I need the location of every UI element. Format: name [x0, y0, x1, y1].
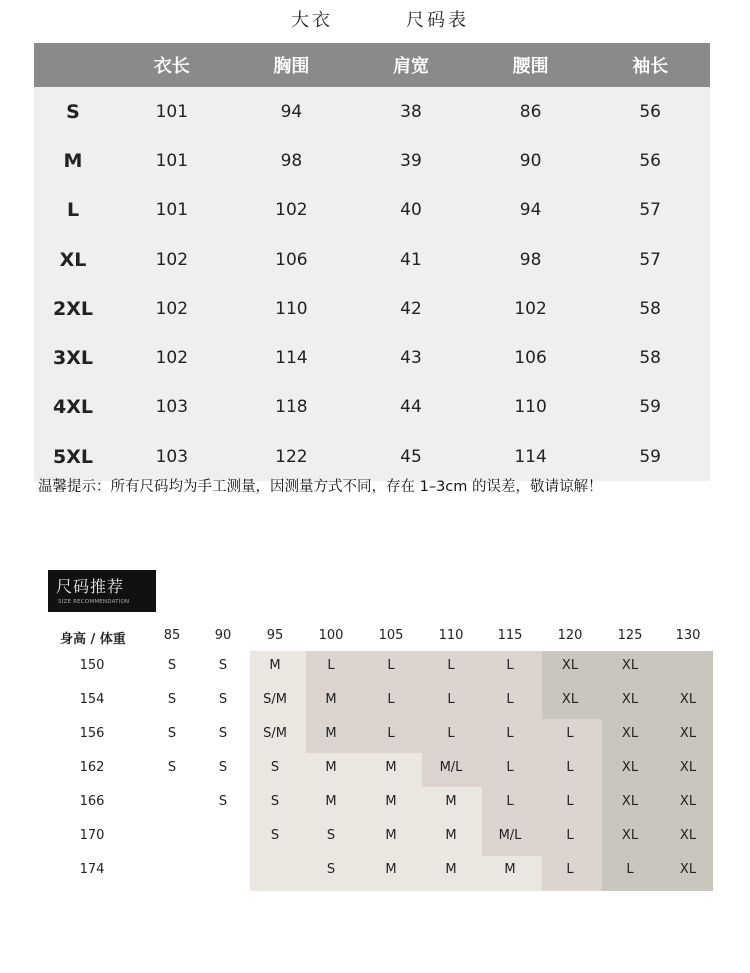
- height-label: 162: [79, 760, 105, 775]
- height-label: 174: [79, 862, 105, 877]
- measurement-cell: 45: [351, 432, 471, 481]
- measurement-cell: 101: [112, 136, 232, 185]
- height-label: 150: [79, 658, 105, 673]
- recommended-size-cell: M: [385, 862, 397, 877]
- measurement-cell: 43: [351, 333, 471, 382]
- recommended-size-cell: L: [506, 692, 514, 707]
- recommended-size-cell: S: [218, 760, 228, 775]
- measurement-cell: 102: [232, 186, 352, 235]
- height-weight-label: 身高 / 体重: [60, 632, 126, 647]
- measurement-cell: 58: [590, 284, 710, 333]
- recommended-size-cell: L: [626, 862, 634, 877]
- weight-header: 110: [438, 628, 464, 643]
- recommended-size-cell: S: [167, 726, 177, 741]
- recommended-size-cell: M: [269, 658, 281, 673]
- measurement-cell: 86: [471, 87, 591, 136]
- header-cell: 肩宽: [351, 43, 471, 87]
- recommended-size-cell: M/L: [439, 760, 463, 775]
- recommended-size-cell: XL: [561, 658, 579, 673]
- height-label: 154: [79, 692, 105, 707]
- measurement-cell: 57: [590, 235, 710, 284]
- size-label-cell: 5XL: [34, 432, 112, 481]
- measurement-cell: 103: [112, 432, 232, 481]
- recommended-size-cell: S: [326, 862, 336, 877]
- height-label: 170: [79, 828, 105, 843]
- measurement-cell: 102: [471, 284, 591, 333]
- recommended-size-cell: L: [506, 726, 514, 741]
- measurement-cell: 102: [112, 284, 232, 333]
- measurement-cell: 98: [471, 235, 591, 284]
- recommended-size-cell: L: [506, 760, 514, 775]
- recommended-size-cell: S: [218, 794, 228, 809]
- measurement-cell: 98: [232, 136, 352, 185]
- recommendation-title: 尺码推荐: [56, 577, 125, 596]
- recommended-size-cell: XL: [621, 726, 639, 741]
- measurement-cell: 44: [351, 383, 471, 432]
- measurement-cell: 90: [471, 136, 591, 185]
- recommended-size-cell: M: [325, 794, 337, 809]
- measurement-cell: 114: [471, 432, 591, 481]
- measurement-cell: 41: [351, 235, 471, 284]
- recommended-size-cell: M: [325, 760, 337, 775]
- recommended-size-cell: M/L: [498, 828, 522, 843]
- weight-header: 90: [214, 628, 232, 643]
- weight-header: 125: [617, 628, 643, 643]
- recommended-size-cell: L: [327, 658, 335, 673]
- recommended-size-cell: XL: [621, 760, 639, 775]
- weight-header: 85: [163, 628, 181, 643]
- measurement-cell: 59: [590, 383, 710, 432]
- size-label-cell: 2XL: [34, 284, 112, 333]
- recommendation-subtitle: SIZE RECOMMENDATION: [58, 599, 130, 605]
- height-label: 156: [79, 726, 105, 741]
- header-cell: 袖长: [590, 43, 710, 87]
- measurement-cell: 56: [590, 136, 710, 185]
- recommended-size-cell: XL: [621, 658, 639, 673]
- recommended-size-cell: XL: [679, 692, 697, 707]
- recommended-size-cell: M: [445, 862, 457, 877]
- recommended-size-cell: S: [270, 760, 280, 775]
- size-label-cell: L: [34, 186, 112, 235]
- measurement-cell: 59: [590, 432, 710, 481]
- measurement-cell: 101: [112, 186, 232, 235]
- size-label-cell: XL: [34, 235, 112, 284]
- recommended-size-cell: M: [504, 862, 516, 877]
- header-cell: 腰围: [471, 43, 591, 87]
- recommended-size-cell: M: [385, 760, 397, 775]
- measurement-cell: 56: [590, 87, 710, 136]
- recommended-size-cell: M: [325, 692, 337, 707]
- measurement-cell: 118: [232, 383, 352, 432]
- measurement-cell: 110: [232, 284, 352, 333]
- measurement-cell: 57: [590, 186, 710, 235]
- recommended-size-cell: L: [387, 692, 395, 707]
- recommended-size-cell: XL: [621, 692, 639, 707]
- recommended-size-cell: S: [270, 794, 280, 809]
- recommended-size-cell: L: [566, 726, 574, 741]
- garment-title: 大衣: [291, 10, 333, 31]
- recommended-size-cell: M: [385, 828, 397, 843]
- recommended-size-cell: S: [326, 828, 336, 843]
- recommended-size-cell: XL: [679, 760, 697, 775]
- recommended-size-cell: L: [447, 692, 455, 707]
- recommended-size-cell: XL: [679, 828, 697, 843]
- measurement-cell: 42: [351, 284, 471, 333]
- measurement-cell: 94: [471, 186, 591, 235]
- recommended-size-cell: S: [218, 726, 228, 741]
- measurement-cell: 114: [232, 333, 352, 382]
- weight-header: 115: [497, 628, 523, 643]
- recommended-size-cell: S/M: [263, 726, 287, 741]
- recommended-size-cell: XL: [621, 794, 639, 809]
- recommended-size-cell: S: [167, 760, 177, 775]
- recommended-size-cell: L: [447, 658, 455, 673]
- measurement-cell: 101: [112, 87, 232, 136]
- recommended-size-cell: L: [566, 828, 574, 843]
- recommended-size-cell: XL: [561, 692, 579, 707]
- recommended-size-cell: XL: [679, 726, 697, 741]
- header-cell: 衣长: [112, 43, 232, 87]
- recommended-size-cell: L: [387, 658, 395, 673]
- recommended-size-cell: L: [566, 760, 574, 775]
- recommended-size-cell: XL: [621, 828, 639, 843]
- size-label-cell: M: [34, 136, 112, 185]
- weight-header: 120: [557, 628, 583, 643]
- recommended-size-cell: L: [506, 794, 514, 809]
- recommended-size-cell: S: [167, 658, 177, 673]
- recommended-size-cell: XL: [679, 862, 697, 877]
- recommended-size-cell: L: [447, 726, 455, 741]
- measurement-cell: 122: [232, 432, 352, 481]
- weight-header: 100: [318, 628, 344, 643]
- measurement-cell: 40: [351, 186, 471, 235]
- size-label-cell: S: [34, 87, 112, 136]
- measurement-cell: 110: [471, 383, 591, 432]
- size-label-cell: 3XL: [34, 333, 112, 382]
- recommended-size-cell: M: [445, 794, 457, 809]
- recommended-size-cell: M: [385, 794, 397, 809]
- measurement-cell: 39: [351, 136, 471, 185]
- weight-header: 95: [266, 628, 284, 643]
- recommended-size-cell: L: [566, 794, 574, 809]
- recommended-size-cell: L: [566, 862, 574, 877]
- measurement-cell: 102: [112, 333, 232, 382]
- measurement-cell: 103: [112, 383, 232, 432]
- measurement-cell: 106: [471, 333, 591, 382]
- measurement-cell: 102: [112, 235, 232, 284]
- measurement-cell: 106: [232, 235, 352, 284]
- recommended-size-cell: S/M: [263, 692, 287, 707]
- measurement-cell: 94: [232, 87, 352, 136]
- height-label: 166: [79, 794, 105, 809]
- recommended-size-cell: XL: [679, 794, 697, 809]
- recommended-size-cell: S: [270, 828, 280, 843]
- recommended-size-cell: S: [167, 692, 177, 707]
- weight-header: 105: [378, 628, 404, 643]
- size-label-cell: 4XL: [34, 383, 112, 432]
- recommended-size-cell: L: [387, 726, 395, 741]
- header-cell: 胸围: [232, 43, 352, 87]
- measurement-cell: 38: [351, 87, 471, 136]
- recommended-size-cell: S: [218, 658, 228, 673]
- weight-header: 130: [675, 628, 701, 643]
- size-chart-title: 尺码表: [406, 10, 469, 31]
- recommended-size-cell: S: [218, 692, 228, 707]
- recommended-size-cell: M: [325, 726, 337, 741]
- recommended-size-cell: L: [506, 658, 514, 673]
- measurement-notice: 温馨提示：所有尺码均为手工测量，因测量方式不同，存在 1–3cm 的误差，敬请谅解！: [38, 479, 603, 495]
- recommended-size-cell: M: [445, 828, 457, 843]
- measurement-cell: 58: [590, 333, 710, 382]
